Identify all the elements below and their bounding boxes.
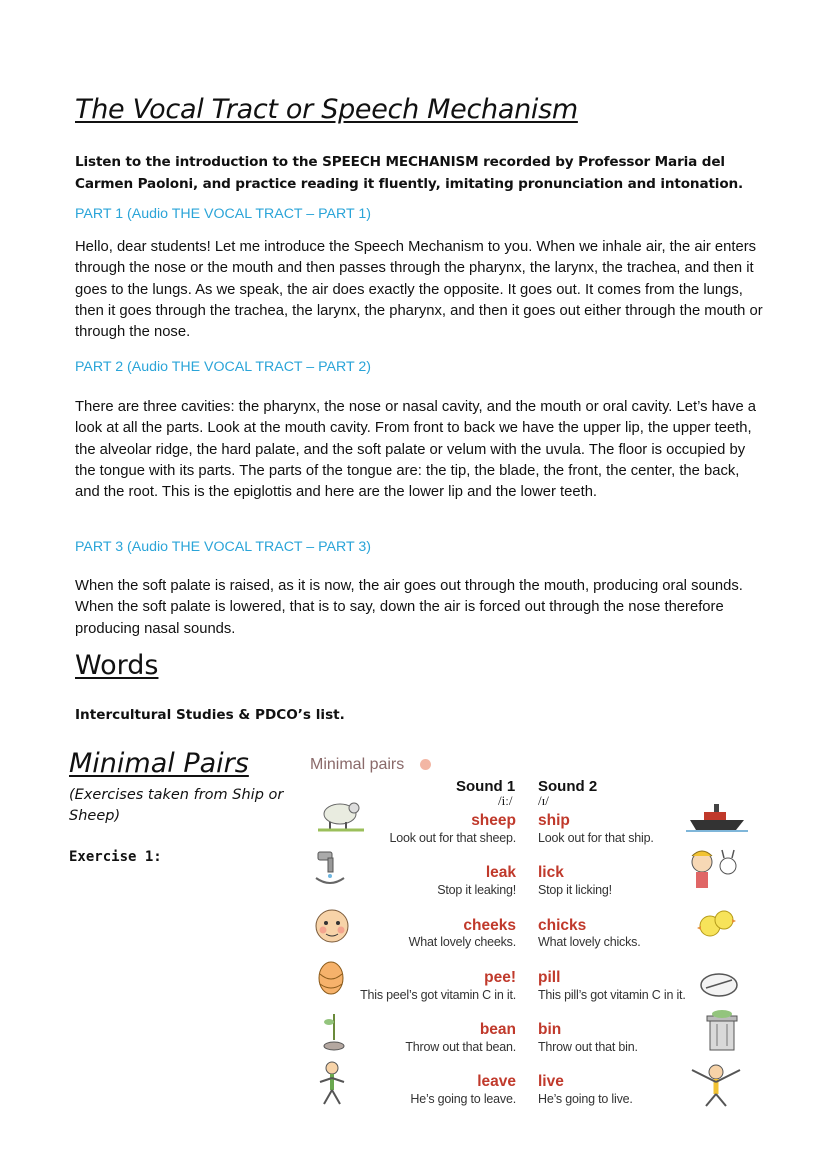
- sound-2-sentence: Throw out that bin.: [538, 1040, 638, 1054]
- sound-1-sentence: Throw out that bean.: [405, 1040, 516, 1054]
- intro-instructions: Listen to the introduction to the SPEECH MECHANISM recorded by Professor Maria del Carmen Paoloni, and practice reading it fluently, imitating pronunciation and intonation.: [75, 154, 744, 192]
- cheering-man-icon: [686, 1060, 746, 1108]
- sound-1-sentence: Look out for that sheep.: [389, 831, 516, 845]
- pill-icon: [698, 970, 740, 1000]
- part-2-text: There are three cavities: the pharynx, the nose or nasal cavity, and the mouth or oral cavity. Let’s have a look at all the parts. Look at the mouth cavity. From front to back we have the upper lip, the upper teeth, the alveolar ridge, the hard palate, and the soft palate or velum with the uvula. The floor is occupied by the tongue with its parts. The parts of the tongue are: the tip, the blade, the front, the center, the back, and the root. This is the epiglottis and here are the lower lip and the lower teeth.: [75, 399, 757, 501]
- sound-2-sentence: This pill’s got vitamin C in it.: [538, 988, 686, 1002]
- sound-1-word: pee!: [484, 969, 516, 986]
- tap-icon: [314, 848, 346, 890]
- sound-1-word: cheeks: [463, 917, 516, 934]
- leaving-man-icon: [316, 1060, 348, 1106]
- girl-and-dog-icon: [686, 846, 744, 892]
- sound-2-sentence: What lovely chicks.: [538, 935, 641, 949]
- bean-icon: [320, 1010, 348, 1054]
- minimal-pairs-heading: Minimal Pairs: [69, 748, 249, 779]
- ship-icon: [686, 798, 748, 834]
- sound-1-sentence: He’s going to leave.: [410, 1092, 516, 1106]
- sound-2-word: chicks: [538, 917, 587, 934]
- sound-1-word: sheep: [471, 812, 516, 829]
- sound-2-word: bin: [538, 1021, 562, 1038]
- sound-2-header: Sound 2: [538, 778, 598, 795]
- peel-icon: [316, 958, 346, 1000]
- page-title: The Vocal Tract or Speech Mechanism: [75, 94, 578, 125]
- part-1-heading: PART 1 (Audio THE VOCAL TRACT – PART 1): [75, 206, 371, 222]
- sound-1-phoneme: /iː/: [498, 793, 513, 808]
- part-1-text: Hello, dear students! Let me introduce the Speech Mechanism to you. When we inhale air, the air enters through the nose or the mouth and then passes through the pharynx, the larynx, the trachea, and then it goes to the lungs. As we speak, the air does exactly the opposite. It goes out. It comes from the lungs, then it goes through the trachea, the larynx, the pharynx, and then it goes out either through the mouth or through the nose.: [75, 239, 763, 341]
- minimal-pairs-panel: [300, 748, 766, 1148]
- sound-1-header: Sound 1: [456, 778, 516, 795]
- sound-1-sentence: Stop it leaking!: [437, 883, 516, 897]
- bin-icon: [704, 1008, 740, 1054]
- sound-2-phoneme: /ɪ/: [538, 793, 549, 808]
- sound-2-sentence: He’s going to live.: [538, 1092, 633, 1106]
- sound-1-sentence: This peel’s got vitamin C in it.: [360, 988, 516, 1002]
- sound-2-word: lick: [538, 864, 564, 881]
- panel-title: Minimal pairs: [310, 756, 405, 773]
- sound-2-word: pill: [538, 969, 561, 986]
- face-icon: [314, 906, 350, 946]
- words-heading: Words: [75, 650, 159, 681]
- part-3-text: When the soft palate is raised, as it is now, the air goes out through the mouth, producing oral sounds. When the soft palate is lowered, that is to say, down the air is forced out through the nose therefore producing nasal sounds.: [75, 578, 743, 637]
- chicks-icon: [696, 904, 736, 944]
- sound-2-word: live: [538, 1073, 564, 1090]
- sound-2-word: ship: [538, 812, 570, 829]
- sound-1-sentence: What lovely cheeks.: [408, 935, 516, 949]
- part-3-heading: PART 3 (Audio THE VOCAL TRACT – PART 3): [75, 539, 371, 555]
- sheep-icon: [316, 796, 366, 832]
- exercise-label: Exercise 1:: [69, 849, 162, 865]
- part-2-heading: PART 2 (Audio THE VOCAL TRACT – PART 2): [75, 359, 371, 375]
- sound-1-word: bean: [479, 1021, 516, 1038]
- sound-1-word: leak: [485, 864, 516, 881]
- ear-icon: [420, 759, 431, 770]
- sound-2-sentence: Stop it licking!: [538, 883, 612, 897]
- words-note: Intercultural Studies & PDCO’s list.: [75, 707, 345, 723]
- sound-2-sentence: Look out for that ship.: [538, 831, 654, 845]
- minimal-pairs-subtitle: (Exercises taken from Ship or Sheep): [69, 787, 284, 824]
- sound-1-word: leave: [477, 1073, 516, 1090]
